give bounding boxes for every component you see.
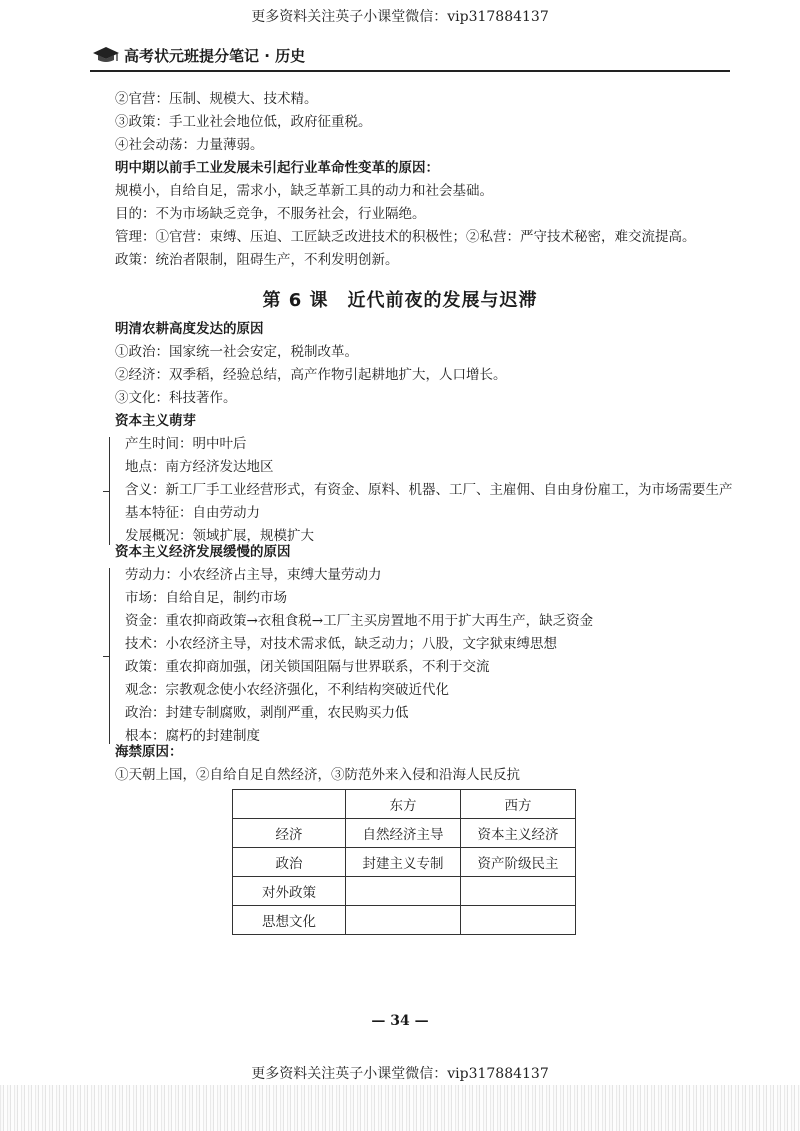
sprouts-section xyxy=(115,410,735,548)
sprouts-brace-tip xyxy=(103,491,109,492)
agri-line: ③文化：科技著作。 xyxy=(115,390,237,406)
slow-list xyxy=(115,564,735,748)
reason-line: 规模小，自给自足，需求小，缺乏革新工具的动力和社会基础。 xyxy=(115,183,493,199)
sea-ban-line: ①天朝上国，②自给自足自然经济，③防范外来入侵和沿海人民反抗 xyxy=(115,767,520,783)
header-title: 高考状元班提分笔记 · 历史 xyxy=(124,46,306,65)
table-cell xyxy=(461,877,576,906)
table-header-row xyxy=(233,790,576,819)
table-row xyxy=(233,819,576,848)
table-row xyxy=(233,877,576,906)
reason-heading: 明中期以前手工业发展未引起行业革命性变革的原因： xyxy=(115,160,439,176)
sprouts-brace xyxy=(109,437,110,545)
sprouts-heading: 资本主义萌芽 xyxy=(115,413,196,429)
header-rule xyxy=(90,70,730,72)
slow-line: 观念：宗教观念使小农经济强化，不利结构突破近代化 xyxy=(125,682,449,698)
reason-line: 政策：统治者限制，阻碍生产，不利发明创新。 xyxy=(115,252,399,268)
agri-line: ①政治：国家统一社会安定，税制改革。 xyxy=(115,344,358,360)
slow-line: 技术：小农经济主导，对技术需求低，缺乏动力；八股，文字狱束缚思想 xyxy=(125,636,557,652)
page-number: — 34 — xyxy=(371,1013,429,1029)
chapter-title: 第 6 课 近代前夜的发展与迟滞 xyxy=(262,290,538,311)
agri-line: ②经济：双季稻，经验总结，高产作物引起耕地扩大，人口增长。 xyxy=(115,367,507,383)
scan-noise-strip xyxy=(0,1085,800,1131)
slow-brace-tip xyxy=(103,656,109,657)
intro-block xyxy=(115,88,735,272)
sprouts-line: 产生时间：明中叶后 xyxy=(125,436,247,452)
intro-line: ④社会动荡：力量薄弱。 xyxy=(115,137,264,153)
slow-heading: 资本主义经济发展缓慢的原因 xyxy=(115,544,291,560)
table-header-cell: 西方 xyxy=(461,790,576,819)
reason-line: 目的：不为市场缺乏竞争，不服务社会，行业隔绝。 xyxy=(115,206,426,222)
table-row xyxy=(233,848,576,877)
intro-line: ②官营：压制、规模大、技术精。 xyxy=(115,91,318,107)
sprouts-line: 地点：南方经济发达地区 xyxy=(125,459,274,475)
table-cell: 对外政策 xyxy=(233,877,346,906)
table-cell: 政治 xyxy=(233,848,346,877)
slow-brace xyxy=(109,568,110,744)
table-cell xyxy=(461,906,576,935)
comparison-table xyxy=(232,789,576,935)
table-cell: 自然经济主导 xyxy=(346,819,461,848)
table-cell: 资产阶级民主 xyxy=(461,848,576,877)
table-cell xyxy=(346,906,461,935)
agri-heading: 明清农耕高度发达的原因 xyxy=(115,321,264,337)
slow-section xyxy=(115,541,735,748)
slow-line: 劳动力：小农经济占主导，束缚大量劳动力 xyxy=(125,567,382,583)
intro-line: ③政策：手工业社会地位低，政府征重税。 xyxy=(115,114,372,130)
slow-line: 资金：重农抑商政策→衣租食税→工厂主买房置地不用于扩大再生产，缺乏资金 xyxy=(125,613,594,629)
table-cell: 思想文化 xyxy=(233,906,346,935)
table-header-cell xyxy=(233,790,346,819)
sea-ban-heading: 海禁原因： xyxy=(115,744,183,760)
table-header-cell: 东方 xyxy=(346,790,461,819)
reason-line: 管理：①官营：束缚、压迫、工匠缺乏改进技术的积极性；②私营：严守技术秘密，难交流提高。 xyxy=(115,229,696,245)
sea-ban-section xyxy=(115,741,735,787)
sprouts-line: 含义：新工厂手工业经营形式，有资金、原料、机器、工厂、主雇佣、自由身份雇工，为市场需要生产 xyxy=(125,482,733,498)
table-row xyxy=(233,906,576,935)
graduation-cap-icon xyxy=(92,45,120,65)
sprouts-line: 基本特征：自由劳动力 xyxy=(125,505,260,521)
table-cell: 封建主义专制 xyxy=(346,848,461,877)
table-cell: 经济 xyxy=(233,819,346,848)
table-cell xyxy=(346,877,461,906)
slow-line: 政治：封建专制腐败，剥削严重，农民购买力低 xyxy=(125,705,409,721)
slow-line: 政策：重农抑商加强，闭关锁国阻隔与世界联系，不利于交流 xyxy=(125,659,490,675)
slow-line: 市场：自给自足，制约市场 xyxy=(125,590,287,606)
sprouts-list xyxy=(115,433,735,548)
sprouts-line: 发展概况：领域扩展，规模扩大 xyxy=(125,528,314,544)
watermark-top: 更多资料关注英子小课堂微信：vip317884137 xyxy=(251,9,549,25)
agri-section xyxy=(115,318,735,410)
watermark-bottom: 更多资料关注英子小课堂微信：vip317884137 xyxy=(251,1066,549,1082)
table-cell: 资本主义经济 xyxy=(461,819,576,848)
slow-line: 根本：腐朽的封建制度 xyxy=(125,728,260,744)
page-header xyxy=(92,40,305,70)
